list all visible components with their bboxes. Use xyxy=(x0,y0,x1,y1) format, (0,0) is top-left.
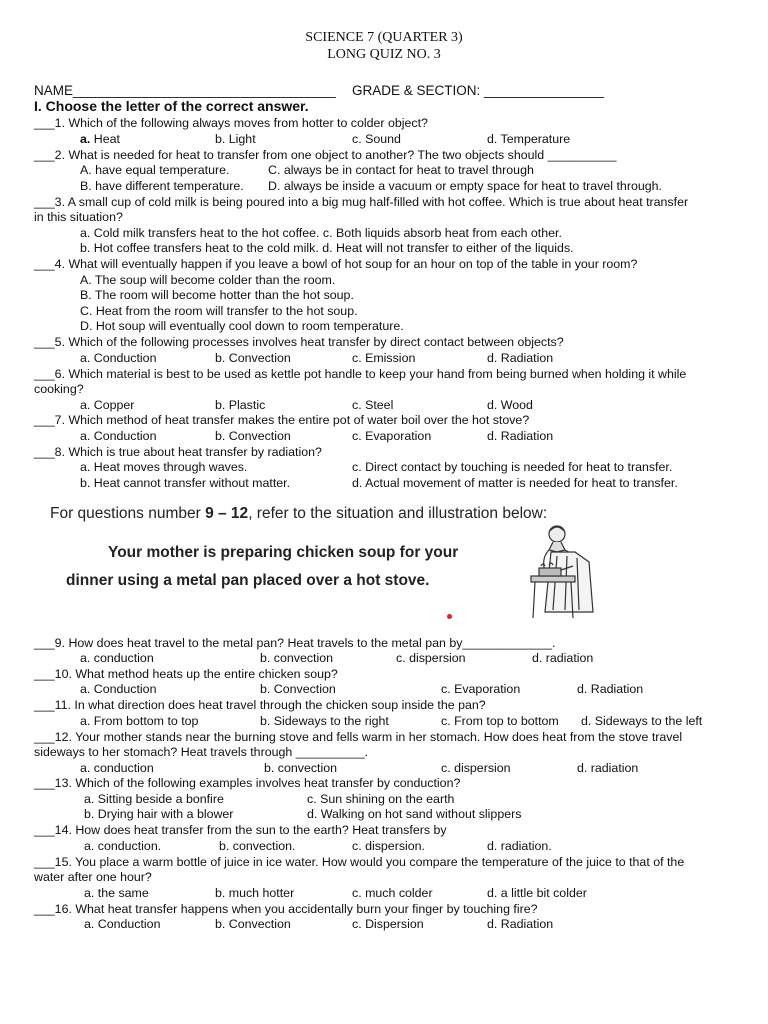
q3-stem-line1: ___3. A small cup of cold milk is being poured into a big mug half-filled with hot coffee. Which is true about heat transfer xyxy=(34,195,689,209)
situation-intro-range: 9 – 12 xyxy=(205,505,249,522)
q5-option-b[interactable]: b. Convection xyxy=(215,351,291,365)
q5-option-d[interactable]: d. Radiation xyxy=(487,351,554,365)
q8-stem: ___8. Which is true about heat transfer by radiation? xyxy=(34,445,322,459)
grade-section-field[interactable]: GRADE & SECTION: ________________ xyxy=(352,83,605,98)
q1-stem: ___1. Which of the following always moves from hotter to colder object? xyxy=(34,116,428,130)
q12-option-b[interactable]: b. convection xyxy=(264,761,338,775)
q14-option-a[interactable]: a. conduction. xyxy=(84,839,162,853)
q2-option-d[interactable]: D. always be inside a vacuum or empty space for heat to travel through. xyxy=(268,179,662,193)
q7-option-a[interactable]: a. Conduction xyxy=(80,429,157,443)
q10-stem: ___10. What method heats up the entire chicken soup? xyxy=(34,667,338,681)
q5-option-a[interactable]: a. Conduction xyxy=(80,351,157,365)
q16-option-c[interactable]: c. Dispersion xyxy=(352,917,424,931)
q16-option-a[interactable]: a. Conduction xyxy=(84,917,161,931)
q9-option-c[interactable]: c. dispersion xyxy=(396,651,466,665)
q4-stem: ___4. What will eventually happen if you leave a bowl of hot soup for an hour on top of the table in your room? xyxy=(34,257,638,271)
q15-option-c[interactable]: c. much colder xyxy=(352,886,433,900)
q9-option-a[interactable]: a. conduction xyxy=(80,651,154,665)
q6-option-c[interactable]: c. Steel xyxy=(352,398,394,412)
q3-options-bd[interactable]: b. Hot coffee transfers heat to the cold milk. d. Heat will not transfer to either of the liquids. xyxy=(80,241,574,255)
situation-intro-rest: , refer to the situation and illustration below: xyxy=(248,505,548,522)
q4-option-b[interactable]: B. The room will become hotter than the hot soup. xyxy=(80,288,354,302)
q7-stem: ___7. Which method of heat transfer makes the entire pot of water boil over the hot stove? xyxy=(34,413,530,427)
q8-option-c[interactable]: c. Direct contact by touching is needed for heat to transfer. xyxy=(352,460,673,474)
q7-option-c[interactable]: c. Evaporation xyxy=(352,429,432,443)
situation-intro xyxy=(50,505,547,523)
q9-option-d[interactable]: d. radiation xyxy=(532,651,594,665)
q7-option-d[interactable]: d. Radiation xyxy=(487,429,554,443)
q12-stem-line1: ___12. Your mother stands near the burning stove and fells warm in her stomach. How does heat from the stove travel xyxy=(34,730,683,744)
q1-option-d[interactable]: d. Temperature xyxy=(487,132,571,146)
q12-stem-line2: sideways to her stomach? Heat travels through __________. xyxy=(34,745,369,759)
q9-option-b[interactable]: b. convection xyxy=(260,651,334,665)
q13-option-a[interactable]: a. Sitting beside a bonfire xyxy=(84,792,224,806)
q13-option-b[interactable]: b. Drying hair with a blower xyxy=(84,807,234,821)
q14-option-d[interactable]: d. radiation. xyxy=(487,839,552,853)
q10-option-b[interactable]: b. Convection xyxy=(260,682,336,696)
q6-stem-line2: cooking? xyxy=(34,382,84,396)
quiz-title: SCIENCE 7 (QUARTER 3) xyxy=(305,30,463,45)
q15-stem-line2: water after one hour? xyxy=(34,870,152,884)
q14-stem: ___14. How does heat transfer from the sun to the earth? Heat transfers by xyxy=(34,823,447,837)
q4-option-a[interactable]: A. The soup will become colder than the room. xyxy=(80,273,336,287)
q12-option-c[interactable]: c. dispersion xyxy=(441,761,511,775)
situation-intro-lead: For questions number xyxy=(50,505,206,522)
q8-option-a[interactable]: a. Heat moves through waves. xyxy=(80,460,248,474)
q11-option-b[interactable]: b. Sideways to the right xyxy=(260,714,389,728)
q10-option-c[interactable]: c. Evaporation xyxy=(441,682,521,696)
q4-option-c[interactable]: C. Heat from the room will transfer to the hot soup. xyxy=(80,304,358,318)
woman-cooking-illustration xyxy=(527,522,612,627)
q1-option-c[interactable]: c. Sound xyxy=(352,132,401,146)
q5-stem: ___5. Which of the following processes involves heat transfer by direct contact between objects? xyxy=(34,335,564,349)
q16-stem: ___16. What heat transfer happens when you accidentally burn your finger by touching fire? xyxy=(34,902,538,916)
q2-stem: ___2. What is needed for heat to transfer from one object to another? The two objects should __________ xyxy=(34,148,617,162)
q5-option-c[interactable]: c. Emission xyxy=(352,351,416,365)
name-field[interactable]: NAME___________________________________ xyxy=(34,83,336,98)
q12-option-a[interactable]: a. conduction xyxy=(80,761,154,775)
q4-option-d[interactable]: D. Hot soup will eventually cool down to room temperature. xyxy=(80,319,404,333)
q8-option-d[interactable]: d. Actual movement of matter is needed for heat to transfer. xyxy=(352,476,678,490)
q14-option-c[interactable]: c. dispersion. xyxy=(352,839,426,853)
q15-option-a[interactable]: a. the same xyxy=(84,886,149,900)
q6-option-b[interactable]: b. Plastic xyxy=(215,398,266,412)
q11-option-d[interactable]: d. Sideways to the left xyxy=(581,714,703,728)
q2-option-a[interactable]: A. have equal temperature. xyxy=(80,163,230,177)
quiz-subtitle: LONG QUIZ NO. 3 xyxy=(327,47,441,62)
q6-option-d[interactable]: d. Wood xyxy=(487,398,533,412)
q6-stem-line1: ___6. Which material is best to be used as kettle pot handle to keep your hand from being burned when holding it while xyxy=(34,367,687,381)
q1-option-b[interactable]: b. Light xyxy=(215,132,256,146)
red-mark-dot xyxy=(447,614,452,619)
q10-option-a[interactable]: a. Conduction xyxy=(80,682,157,696)
q3-stem-line2: in this situation? xyxy=(34,210,123,224)
q6-option-a[interactable]: a. Copper xyxy=(80,398,135,412)
q9-stem: ___9. How does heat travel to the metal pan? Heat travels to the metal pan by_____________. xyxy=(34,636,556,650)
q1-option-a[interactable]: a. Heat xyxy=(80,132,120,146)
q7-option-b[interactable]: b. Convection xyxy=(215,429,291,443)
q2-option-b[interactable]: B. have different temperature. xyxy=(80,179,244,193)
q3-options-ac[interactable]: a. Cold milk transfers heat to the hot coffee. c. Both liquids absorb heat from each other. xyxy=(80,226,562,240)
q11-option-a[interactable]: a. From bottom to top xyxy=(80,714,199,728)
q10-option-d[interactable]: d. Radiation xyxy=(577,682,644,696)
section-title: I. Choose the letter of the correct answer. xyxy=(34,98,309,114)
q13-option-c[interactable]: c. Sun shining on the earth xyxy=(307,792,455,806)
q15-option-b[interactable]: b. much hotter xyxy=(215,886,295,900)
q16-option-b[interactable]: b. Convection xyxy=(215,917,291,931)
q14-option-b[interactable]: b. convection. xyxy=(219,839,296,853)
q13-option-d[interactable]: d. Walking on hot sand without slippers xyxy=(307,807,522,821)
q15-stem-line1: ___15. You place a warm bottle of juice in ice water. How would you compare the temperature of the juice to that of the xyxy=(34,855,685,869)
situation-line2: dinner using a metal pan placed over a hot stove. xyxy=(66,572,430,589)
q13-stem: ___13. Which of the following examples involves heat transfer by conduction? xyxy=(34,776,461,790)
q1-option-a-text: Heat xyxy=(90,132,120,146)
q15-option-d[interactable]: d. a little bit colder xyxy=(487,886,587,900)
q11-option-c[interactable]: c. From top to bottom xyxy=(441,714,559,728)
q2-option-c[interactable]: C. always be in contact for heat to travel through xyxy=(268,163,534,177)
q11-stem: ___11. In what direction does heat travel through the chicken soup inside the pan? xyxy=(34,698,486,712)
q8-option-b[interactable]: b. Heat cannot transfer without matter. xyxy=(80,476,291,490)
situation-line1: Your mother is preparing chicken soup for your xyxy=(108,544,459,561)
q12-option-d[interactable]: d. radiation xyxy=(577,761,639,775)
q16-option-d[interactable]: d. Radiation xyxy=(487,917,554,931)
woman-cooking-at-stove-icon xyxy=(527,522,612,622)
